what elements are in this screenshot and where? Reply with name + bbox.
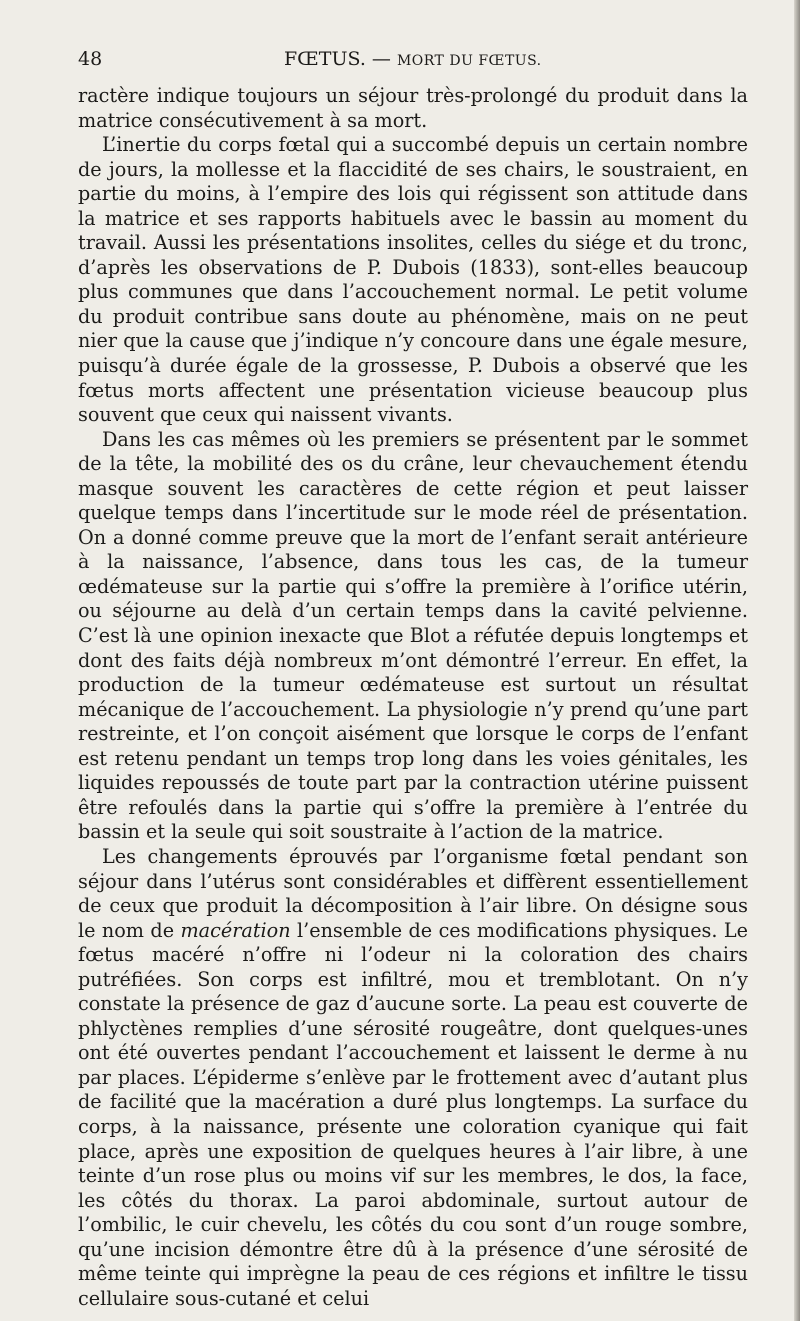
running-header <box>78 46 748 78</box>
running-title <box>284 48 542 70</box>
paragraph-text: Les changements éprouvés par l’organisme fœtal pendant son séjour dans l’utérus sont considérables et diffèrent essentiellement de ceux que produit la décomposition à l’air libre. On désigne sous le nom de <box>78 844 748 942</box>
italic-term: macération <box>180 918 291 942</box>
section-title: MORT DU FŒTUS. <box>396 53 542 69</box>
paragraph <box>78 84 748 133</box>
page-number: 48 <box>78 48 103 70</box>
page-edge-shadow <box>794 0 800 1321</box>
paragraph <box>78 428 748 845</box>
paragraph <box>78 133 748 428</box>
paragraph-text: L’inertie du corps fœtal qui a succombé depuis un certain nombre de jours, la mollesse et la flaccidité de ses chairs, le soustraient, en partie du moins, à l’empire des lois qui régissent son attitude dans la matrice et ses rapports habituels avec le bassin au moment du travail. Aussi les présentations insolites, celles du siége et du tronc, d’après les observations de P. Dubois (1833), sont-elles beaucoup plus communes que dans l’accouchement normal. Le petit volume du produit contribue sans doute au phénomène, mais on ne peut nier que la cause que j’indique n’y concoure dans une égale mesure, puisqu’à durée égale de la grossesse, P. Dubois a observé que les fœtus morts affectent une présentation vicieuse beaucoup plus souvent que ceux qui naissent vivants. <box>78 133 748 427</box>
paragraph-text: Dans les cas mêmes où les premiers se présentent par le sommet de la tête, la mobilité des os du crâne, leur chevauchement étendu masque souvent les caractères de cette région et peut laisser quelque temps dans l’incertitude sur le mode réel de présentation. On a donné comme preuve que la mort de l’enfant serait antérieure à la naissance, l’absence, dans tous les cas, de la tumeur œdémateuse sur la partie qui s’offre la première à l’orifice utérin, ou séjourne au delà d’un certain temps dans la cavité pelvienne. C’est là une opinion inexacte que Blot a réfutée depuis longtemps et dont des faits déjà nombreux m’ont démontré l’erreur. En effet, la production de la tumeur œdémateuse est surtout un résultat mécanique de l’accouchement. La physiologie n’y prend qu’une part restreinte, et l’on conçoit aisément que lorsque le corps de l’enfant est retenu pendant un temps trop long dans les voies génitales, les liquides repoussés de toute part par la contraction utérine puissent être refoulés dans la partie qui s’offre la première à l’entrée du bassin et la seule qui soit soustraite à l’action de la matrice. <box>78 427 748 844</box>
chapter-title: FŒTUS. <box>284 48 366 70</box>
title-separator: — <box>371 48 391 70</box>
paragraph-text: l’ensemble de ces modifications physiques. Le fœtus macéré n’offre ni l’odeur ni la coloration des chairs putréfiées. Son corps est infiltré, mou et tremblotant. On n’y constate la présence de gaz d’aucune sorte. La peau est couverte de phlyctènes remplies d’une sérosité rougeâtre, dont quelques-unes ont été ouvertes pendant l’accouchement et laissent le derme à nu par places. L’épiderme s’enlève par le frottement avec d’autant plus de facilité que la macération a duré plus longtemps. La surface du corps, à la naissance, présente une coloration cyanique qui fait place, après une exposition de quelques heures à l’air libre, à une teinte d’un rose plus ou moins vif sur les membres, le dos, la face, les côtés du thorax. La paroi abdominale, surtout autour de l’ombilic, le cuir chevelu, les côtés du cou sont d’un rouge sombre, qu’une incision démontre être dû à la présence d’une sérosité de même teinte qui imprègne la peau de ces régions et infiltre le tissu cellulaire sous-cutané et celui <box>78 918 748 1310</box>
paragraph-text: ractère indique toujours un séjour très-prolongé du produit dans la matrice consécutivement à sa mort. <box>78 84 748 132</box>
paragraph <box>78 845 748 1311</box>
body-text <box>78 84 748 1311</box>
